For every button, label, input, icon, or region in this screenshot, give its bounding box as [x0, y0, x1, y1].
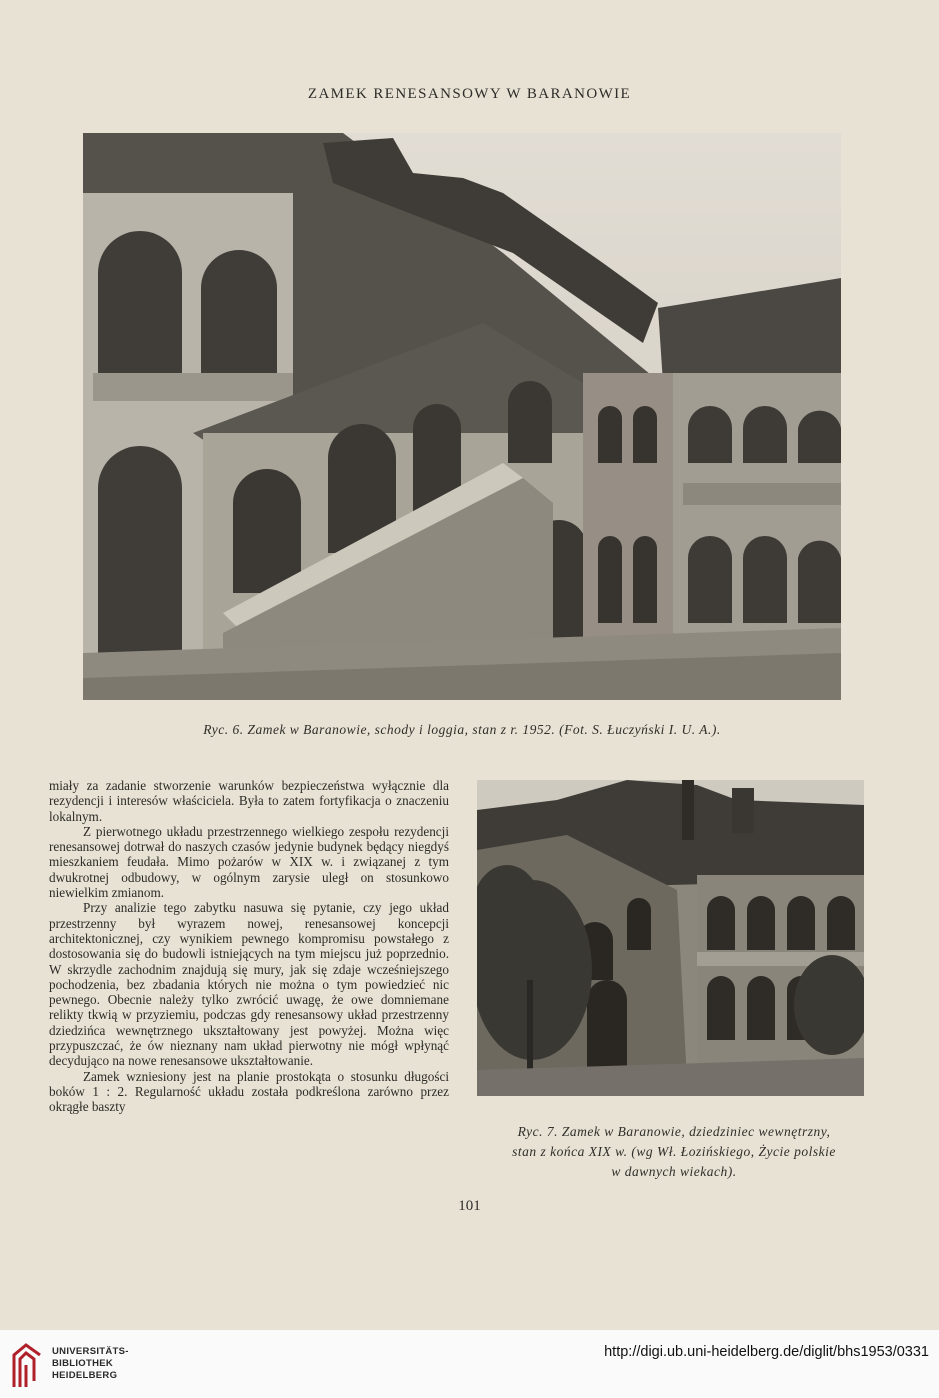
library-name — [52, 1346, 129, 1382]
caption-line: Ryc. 7. Zamek w Baranowie, dziedziniec wewnętrzny, — [517, 1124, 831, 1139]
paragraph: Przy analizie tego zabytku nasuwa się pytanie, czy jego układ przestrzenny był wyrazem nowej, renesansowej koncepcji architektonicznej, czy wynikiem pewnego kompromisu powstałego z dostosowania się do budowli istniejących na tym miejscu już poprzednio. W skrzydle zachodnim znajdują się mury, jak się zdaje wcześniejszego pochodzenia, bez zbadania których nie można o tym powiedzieć nic pewnego. Obecnie należy tylko zwrócić uwagę, że owe domniemane relikty tkwią w przyziemiu, podczas gdy renesansowy układ przestrzenny dziedzińca wewnętrznego ukształtowany jest powyżej. Można więc przypuszczać, że ów nieznany nam układ pierwotny nie mógł wpłynąć decydująco na nowe renesansowe ukształtowanie. — [49, 900, 449, 1069]
figure-7-photo — [477, 780, 864, 1096]
figure-7-caption — [470, 1122, 878, 1182]
library-logo-icon — [10, 1341, 44, 1389]
library-name-line: HEIDELBERG — [52, 1370, 118, 1381]
caption-line: stan z końca XIX w. (wg Wł. Łozińskiego, Życie polskie — [512, 1144, 836, 1159]
library-name-line: BIBLIOTHEK — [52, 1358, 114, 1369]
running-title: ZAMEK RENESANSOWY W BARANOWIE — [307, 86, 632, 102]
paragraph: Z pierwotnego układu przestrzennego wielkiego zespołu rezydencji renesansowej dotrwał do naszych czasów jedynie budynek będący niegdyś mieszkaniem feudała. Mimo pożarów w XIX w. i związanej z tym dwukrotnej odbudowy, w ogólnym zarysie uległ on stosunkowo niewielkim zmianom. — [49, 823, 449, 901]
source-url-link[interactable]: http://digi.ub.uni-heidelberg.de/diglit/bhs1953/0331 — [604, 1344, 929, 1360]
library-name-line: UNIVERSITÄTS- — [52, 1346, 129, 1357]
figure-6-caption: Ryc. 6. Zamek w Baranowie, schody i loggia, stan z r. 1952. (Fot. S. Łuczyński I. U. A.). — [203, 722, 721, 737]
library-footer — [0, 1330, 939, 1398]
caption-line: w dawnych wiekach). — [611, 1164, 737, 1179]
castle-courtyard-illustration — [477, 780, 864, 1096]
page-number: 101 — [458, 1198, 481, 1214]
paragraph: Zamek wzniesiony jest na planie prostokąta o stosunku długości boków 1 : 2. Regularność układu została podkreślona zarówno przez okrągłe baszty — [49, 1068, 449, 1115]
castle-staircase-illustration — [83, 133, 841, 700]
figure-6-photo — [83, 133, 841, 700]
paragraph: miały za zadanie stworzenie warunków bezpieczeństwa wyłącznie dla rezydencji i interesów właściciela. Była to zatem fortyfikacja o znaczeniu lokalnym. — [49, 778, 449, 824]
body-text-column — [49, 778, 449, 1115]
